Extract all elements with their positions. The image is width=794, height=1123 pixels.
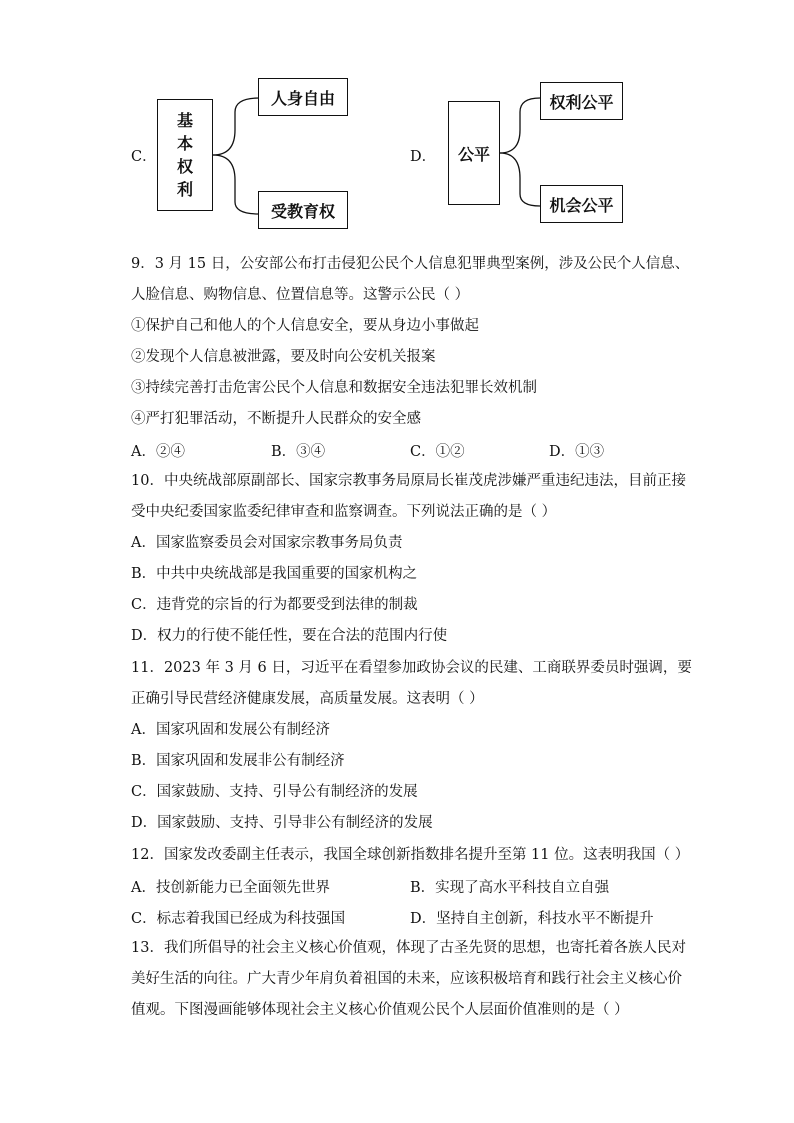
diagram-c-root-char: 基 xyxy=(176,111,193,130)
question-12-option-a[interactable]: A．技创新能力已全面领先世界 xyxy=(131,880,330,896)
question-10-stem: 10．中央统战部原副部长、国家宗教事务局原局长崔茂虎涉嫌严重违纪违法，目前正接 xyxy=(131,473,686,489)
question-11-option-d[interactable]: D．国家鼓励、支持、引导非公有制经济的发展 xyxy=(131,815,433,831)
question-12-option-c[interactable]: C．标志着我国已经成为科技强国 xyxy=(131,911,346,927)
question-9-option-d[interactable]: D．①③ xyxy=(549,444,605,460)
question-11-option-b[interactable]: B．国家巩固和发展非公有制经济 xyxy=(131,753,345,769)
question-10-stem: 受中央纪委国家监委纪律审查和监察调查。下列说法正确的是（ ） xyxy=(131,504,557,520)
diagram-c-root-char: 利 xyxy=(176,180,193,199)
question-12-option-d[interactable]: D．坚持自主创新，科技水平不断提升 xyxy=(410,911,654,927)
question-10-option-c[interactable]: C．违背党的宗旨的行为都要受到法律的制裁 xyxy=(131,597,418,613)
question-9-stem: 人脸信息、购物信息、位置信息等。这警示公民（ ） xyxy=(131,287,470,303)
question-11-option-c[interactable]: C．国家鼓励、支持、引导公有制经济的发展 xyxy=(131,784,418,800)
question-10-option-b[interactable]: B．中共中央统战部是我国重要的国家机构之 xyxy=(131,566,418,582)
diagram-d-bottom-box: 机会公平 xyxy=(540,185,623,223)
question-9-statement: ①保护自己和他人的个人信息安全，要从身边小事做起 xyxy=(131,318,479,334)
diagram-d-top-box: 权利公平 xyxy=(540,82,623,120)
diagram-c-brace xyxy=(213,90,263,220)
diagram-c-root-box xyxy=(157,99,213,211)
diagram-c-top-box: 人身自由 xyxy=(258,78,348,116)
question-9-statement: ④严打犯罪活动，不断提升人民群众的安全感 xyxy=(131,411,421,427)
question-10-option-d[interactable]: D．权力的行使不能任性，要在合法的范围内行使 xyxy=(131,628,448,644)
question-9-option-b[interactable]: B．③④ xyxy=(271,444,326,460)
option-d-label: D． xyxy=(410,149,437,165)
question-13-stem: 值观。下图漫画能够体现社会主义核心价值观公民个人层面价值准则的是（ ） xyxy=(131,1002,629,1018)
option-c-label: C． xyxy=(131,149,157,165)
question-9-statement: ③持续完善打击危害公民个人信息和数据安全违法犯罪长效机制 xyxy=(131,380,537,396)
diagram-c-root-char: 权 xyxy=(176,157,193,176)
question-9-option-c[interactable]: C．①② xyxy=(410,444,465,460)
question-11-stem: 正确引导民营经济健康发展，高质量发展。这表明（ ） xyxy=(131,691,484,707)
diagram-c-bottom-box: 受教育权 xyxy=(258,191,348,229)
question-10-option-a[interactable]: A．国家监察委员会对国家宗教事务局负责 xyxy=(131,535,403,551)
question-9-statement: ②发现个人信息被泄露，要及时向公安机关报案 xyxy=(131,349,436,365)
question-11-option-a[interactable]: A．国家巩固和发展公有制经济 xyxy=(131,722,330,738)
question-12-stem: 12．国家发改委副主任表示，我国全球创新指数排名提升至第 11 位。这表明我国（ ） xyxy=(131,847,690,863)
question-13-stem: 13．我们所倡导的社会主义核心价值观，体现了古圣先贤的思想，也寄托着各族人民对 xyxy=(131,940,686,956)
question-9-option-a[interactable]: A．②④ xyxy=(131,444,185,460)
question-12-option-b[interactable]: B．实现了高水平科技自立自强 xyxy=(410,880,610,896)
question-13-stem: 美好生活的向往。广大青少年肩负着祖国的未来，应该积极培育和践行社会主义核心价 xyxy=(131,971,682,987)
diagram-c-root-char: 本 xyxy=(176,134,193,153)
diagram-d-root-box: 公平 xyxy=(448,101,500,205)
question-11-stem: 11．2023 年 3 月 6 日，习近平在看望参加政协会议的民建、工商联界委员时强调，要 xyxy=(131,660,692,676)
question-9-stem: 9．3 月 15 日，公安部公布打击侵犯公民个人信息犯罪典型案例，涉及公民个人信息、 xyxy=(131,256,690,272)
